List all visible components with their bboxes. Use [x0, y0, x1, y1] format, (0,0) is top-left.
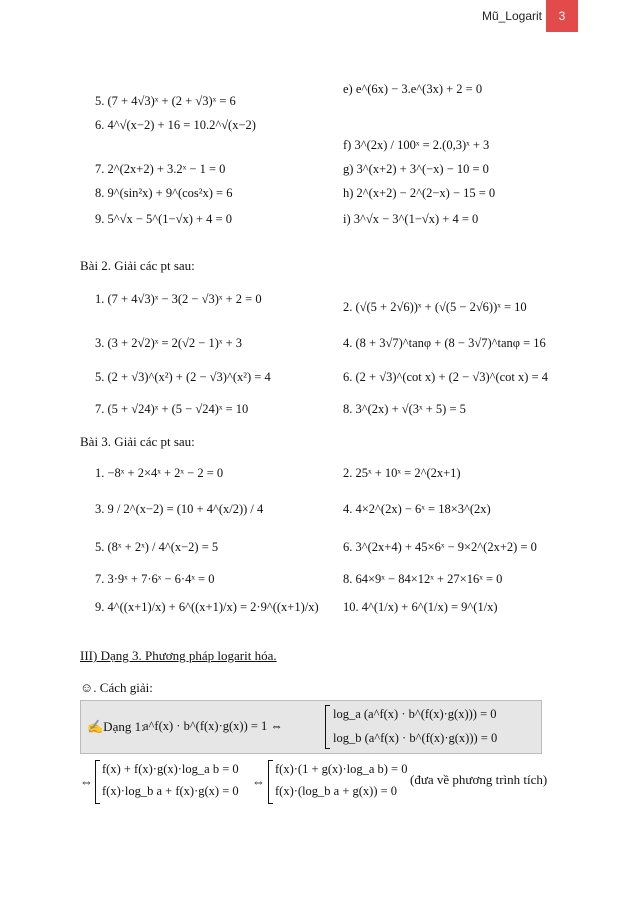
iff-symbol-1: ⇔ — [80, 774, 93, 789]
bai3-eq-5: 5. (8ˣ + 2ˣ) / 4^(x−2) = 5 — [95, 540, 219, 554]
step-a-line-2: f(x)·log_b a + f(x)·g(x) = 0 — [102, 784, 239, 798]
eq-7: 7. 2^(2x+2) + 3.2ˣ − 1 = 0 — [95, 162, 226, 176]
bai2-eq-8: 8. 3^(2x) + √(3ˣ + 5) = 5 — [343, 402, 466, 416]
part3-heading: III) Dạng 3. Phương pháp logarit hóa. — [80, 648, 277, 663]
bai3-eq-4: 4. 4×2^(2x) − 6ˣ = 18×3^(2x) — [343, 502, 491, 516]
bai2-eq-4: 4. (8 + 3√7)^tanφ + (8 − 3√7)^tanφ = 16 — [343, 336, 546, 350]
iff-symbol-2: ⇔ — [252, 774, 265, 789]
eq-9: 9. 5^√x − 5^(1−√x) + 4 = 0 — [95, 212, 232, 226]
bai3-eq-9: 9. 4^((x+1)/x) + 6^((x+1)/x) = 2·9^((x+1)/x) — [95, 600, 319, 614]
eq-e: e) e^(6x) − 3.e^(3x) + 2 = 0 — [343, 82, 483, 96]
dang1-label: ✍Dạng 1: — [87, 719, 145, 734]
step-b-line-1: f(x)·(1 + g(x)·log_a b) = 0 — [275, 762, 408, 776]
bai2-eq-2: 2. (√(5 + 2√6))ˣ + (√(5 − 2√6))ˣ = 10 — [343, 300, 527, 314]
page-number: 3 — [546, 0, 578, 32]
eq-5: 5. (7 + 4√3)ˣ + (2 + √3)ˣ = 6 — [95, 94, 236, 108]
dang1-bracket — [325, 705, 330, 749]
bai3-eq-2: 2. 25ˣ + 10ˣ = 2^(2x+1) — [343, 466, 461, 480]
dang1-case-1: log_a (a^f(x) · b^(f(x)·g(x))) = 0 — [333, 707, 497, 721]
step-b-bracket — [268, 760, 273, 804]
bai3-eq-8: 8. 64×9ˣ − 84×12ˣ + 27×16ˣ = 0 — [343, 572, 503, 586]
header-title: Mũ_Logarit — [481, 9, 542, 23]
eq-g: g) 3^(x+2) + 3^(−x) − 10 = 0 — [343, 162, 489, 176]
method-label: ☺. Cách giải: — [80, 680, 153, 695]
dang1-equation: a^f(x) · b^(f(x)·g(x)) = 1 ⇔ — [143, 719, 283, 733]
step-a-line-1: f(x) + f(x)·g(x)·log_a b = 0 — [102, 762, 239, 776]
dang1-box — [80, 700, 542, 754]
bai2-heading: Bài 2. Giải các pt sau: — [80, 258, 195, 273]
product-equation-note: (đưa về phương trình tích) — [410, 772, 548, 787]
bai2-eq-3: 3. (3 + 2√2)ˣ = 2(√2 − 1)ˣ + 3 — [95, 336, 243, 350]
bai3-eq-1: 1. −8ˣ + 2×4ˣ + 2ˣ − 2 = 0 — [95, 466, 224, 480]
eq-8: 8. 9^(sin²x) + 9^(cos²x) = 6 — [95, 186, 233, 200]
bai2-eq-5: 5. (2 + √3)^(x²) + (2 − √3)^(x²) = 4 — [95, 370, 271, 384]
step-b-line-2: f(x)·(log_b a + g(x)) = 0 — [275, 784, 398, 798]
bai3-eq-3: 3. 9 / 2^(x−2) = (10 + 4^(x/2)) / 4 — [95, 502, 264, 516]
step-a-bracket — [95, 760, 100, 804]
dang1-case-2: log_b (a^f(x) · b^(f(x)·g(x))) = 0 — [333, 731, 498, 745]
eq-i: i) 3^√x − 3^(1−√x) + 4 = 0 — [343, 212, 479, 226]
eq-h: h) 2^(x+2) − 2^(2−x) − 15 = 0 — [343, 186, 496, 200]
bai2-eq-1: 1. (7 + 4√3)ˣ − 3(2 − √3)ˣ + 2 = 0 — [95, 292, 262, 306]
bai2-eq-7: 7. (5 + √24)ˣ + (5 − √24)ˣ = 10 — [95, 402, 249, 416]
eq-6: 6. 4^√(x−2) + 16 = 10.2^√(x−2) — [95, 118, 256, 132]
bai3-eq-10: 10. 4^(1/x) + 6^(1/x) = 9^(1/x) — [343, 600, 498, 614]
bai2-eq-6: 6. (2 + √3)^(cot x) + (2 − √3)^(cot x) = 4 — [343, 370, 548, 384]
eq-f: f) 3^(2x) / 100ˣ = 2.(0,3)ˣ + 3 — [343, 138, 490, 152]
bai3-eq-7: 7. 3·9ˣ + 7·6ˣ − 6·4ˣ = 0 — [95, 572, 215, 586]
bai3-eq-6: 6. 3^(2x+4) + 45×6ˣ − 9×2^(2x+2) = 0 — [343, 540, 537, 554]
bai3-heading: Bài 3. Giải các pt sau: — [80, 434, 195, 449]
